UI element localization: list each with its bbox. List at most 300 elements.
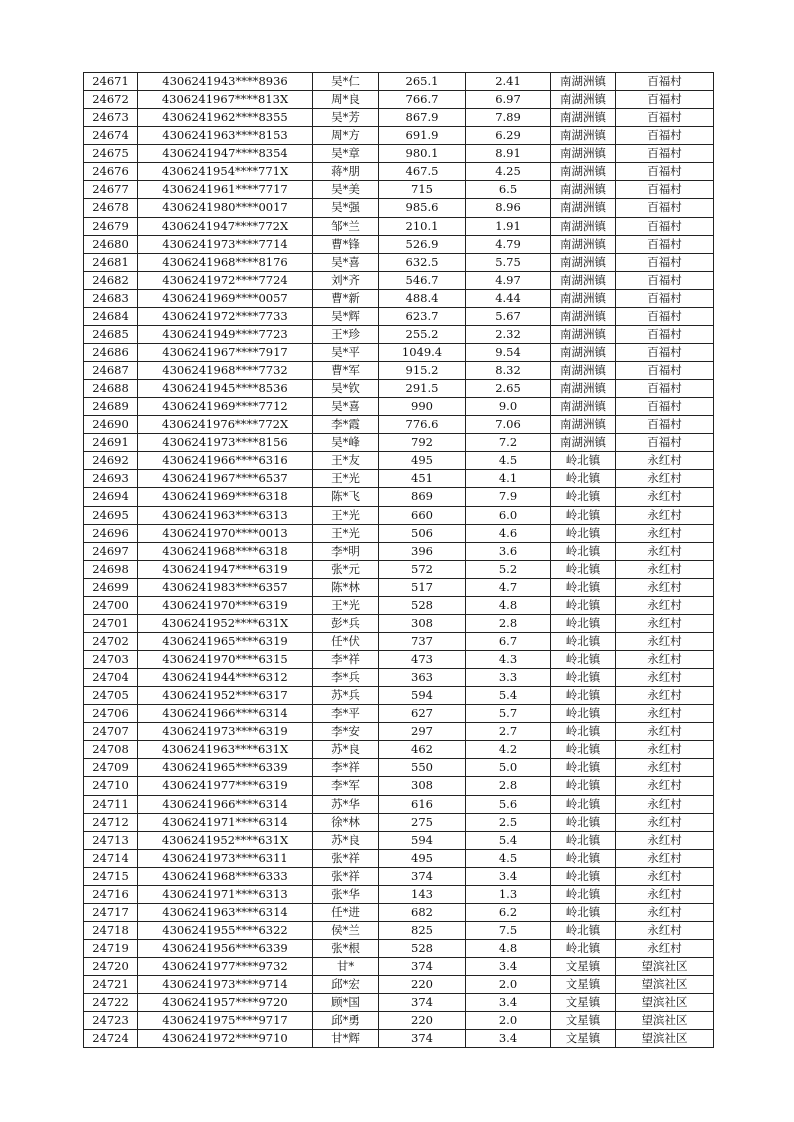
cell-row-number: 24680 <box>84 235 138 253</box>
cell-row-number: 24710 <box>84 777 138 795</box>
cell-value: 4.8 <box>466 596 551 614</box>
cell-village: 永红村 <box>616 940 714 958</box>
table-row <box>84 849 714 867</box>
cell-value: 3.6 <box>466 542 551 560</box>
cell-id-number: 4306241966****6314 <box>138 795 313 813</box>
cell-id-number: 4306241952****6317 <box>138 687 313 705</box>
cell-id-number: 4306241965****6339 <box>138 759 313 777</box>
cell-village: 百福村 <box>616 253 714 271</box>
cell-village: 永红村 <box>616 669 714 687</box>
cell-name: 甘* <box>313 958 379 976</box>
cell-id-number: 4306241947****8354 <box>138 145 313 163</box>
cell-name: 苏*兵 <box>313 687 379 705</box>
cell-row-number: 24701 <box>84 614 138 632</box>
cell-village: 永红村 <box>616 470 714 488</box>
cell-value: 7.5 <box>466 921 551 939</box>
cell-row-number: 24720 <box>84 958 138 976</box>
cell-village: 百福村 <box>616 362 714 380</box>
table-row <box>84 109 714 127</box>
cell-id-number: 4306241972****9710 <box>138 1030 313 1048</box>
cell-town: 岭北镇 <box>551 813 616 831</box>
cell-village: 永红村 <box>616 614 714 632</box>
cell-name: 刘*齐 <box>313 271 379 289</box>
cell-village: 永红村 <box>616 524 714 542</box>
table-row <box>84 741 714 759</box>
cell-id-number: 4306241972****7733 <box>138 307 313 325</box>
cell-id-number: 4306241949****7723 <box>138 325 313 343</box>
table-row <box>84 903 714 921</box>
cell-amount: 451 <box>379 470 466 488</box>
cell-row-number: 24714 <box>84 849 138 867</box>
cell-id-number: 4306241969****6318 <box>138 488 313 506</box>
table-row <box>84 867 714 885</box>
table-row <box>84 145 714 163</box>
cell-village: 永红村 <box>616 560 714 578</box>
table-row <box>84 669 714 687</box>
cell-town: 岭北镇 <box>551 777 616 795</box>
cell-name: 张*华 <box>313 885 379 903</box>
table-row <box>84 976 714 994</box>
cell-row-number: 24681 <box>84 253 138 271</box>
cell-row-number: 24689 <box>84 398 138 416</box>
cell-amount: 467.5 <box>379 163 466 181</box>
cell-id-number: 4306241961****7717 <box>138 181 313 199</box>
cell-town: 南湖洲镇 <box>551 253 616 271</box>
cell-row-number: 24719 <box>84 940 138 958</box>
cell-village: 永红村 <box>616 687 714 705</box>
cell-village: 永红村 <box>616 903 714 921</box>
cell-name: 吴*喜 <box>313 253 379 271</box>
cell-id-number: 4306241971****6313 <box>138 885 313 903</box>
table-row <box>84 759 714 777</box>
cell-name: 吴*喜 <box>313 398 379 416</box>
cell-value: 2.5 <box>466 813 551 831</box>
cell-id-number: 4306241980****0017 <box>138 199 313 217</box>
cell-town: 岭北镇 <box>551 741 616 759</box>
cell-row-number: 24700 <box>84 596 138 614</box>
table-row <box>84 307 714 325</box>
cell-name: 蒋*朋 <box>313 163 379 181</box>
table-row <box>84 127 714 145</box>
cell-amount: 1049.4 <box>379 343 466 361</box>
cell-row-number: 24695 <box>84 506 138 524</box>
cell-id-number: 4306241955****6322 <box>138 921 313 939</box>
cell-row-number: 24690 <box>84 416 138 434</box>
table-row <box>84 958 714 976</box>
cell-town: 岭北镇 <box>551 759 616 777</box>
cell-town: 岭北镇 <box>551 687 616 705</box>
cell-village: 百福村 <box>616 325 714 343</box>
cell-amount: 825 <box>379 921 466 939</box>
table-row <box>84 831 714 849</box>
cell-value: 5.0 <box>466 759 551 777</box>
cell-town: 岭北镇 <box>551 651 616 669</box>
cell-town: 岭北镇 <box>551 831 616 849</box>
cell-amount: 550 <box>379 759 466 777</box>
cell-row-number: 24679 <box>84 217 138 235</box>
cell-town: 南湖洲镇 <box>551 434 616 452</box>
cell-amount: 682 <box>379 903 466 921</box>
cell-name: 吴*仁 <box>313 73 379 91</box>
cell-amount: 374 <box>379 994 466 1012</box>
cell-amount: 715 <box>379 181 466 199</box>
table-row <box>84 73 714 91</box>
cell-town: 岭北镇 <box>551 795 616 813</box>
cell-value: 4.44 <box>466 289 551 307</box>
cell-value: 7.06 <box>466 416 551 434</box>
cell-value: 6.97 <box>466 91 551 109</box>
cell-town: 南湖洲镇 <box>551 325 616 343</box>
cell-value: 9.0 <box>466 398 551 416</box>
cell-village: 百福村 <box>616 145 714 163</box>
cell-id-number: 4306241968****7732 <box>138 362 313 380</box>
cell-row-number: 24697 <box>84 542 138 560</box>
cell-town: 南湖洲镇 <box>551 199 616 217</box>
cell-value: 5.67 <box>466 307 551 325</box>
cell-value: 7.2 <box>466 434 551 452</box>
cell-town: 南湖洲镇 <box>551 398 616 416</box>
cell-town: 南湖洲镇 <box>551 163 616 181</box>
cell-village: 百福村 <box>616 127 714 145</box>
cell-town: 岭北镇 <box>551 614 616 632</box>
cell-village: 永红村 <box>616 723 714 741</box>
cell-name: 李*祥 <box>313 759 379 777</box>
table-row <box>84 560 714 578</box>
cell-id-number: 4306241943****8936 <box>138 73 313 91</box>
cell-row-number: 24676 <box>84 163 138 181</box>
cell-amount: 691.9 <box>379 127 466 145</box>
cell-town: 南湖洲镇 <box>551 145 616 163</box>
cell-village: 永红村 <box>616 542 714 560</box>
cell-amount: 308 <box>379 614 466 632</box>
cell-village: 百福村 <box>616 398 714 416</box>
cell-value: 5.6 <box>466 795 551 813</box>
cell-id-number: 4306241963****8153 <box>138 127 313 145</box>
cell-town: 南湖洲镇 <box>551 362 616 380</box>
cell-amount: 623.7 <box>379 307 466 325</box>
table-row <box>84 940 714 958</box>
cell-amount: 776.6 <box>379 416 466 434</box>
cell-name: 吴*平 <box>313 343 379 361</box>
cell-value: 3.4 <box>466 1030 551 1048</box>
table-row <box>84 921 714 939</box>
cell-value: 4.79 <box>466 235 551 253</box>
cell-value: 9.54 <box>466 343 551 361</box>
cell-row-number: 24705 <box>84 687 138 705</box>
cell-village: 永红村 <box>616 741 714 759</box>
cell-row-number: 24682 <box>84 271 138 289</box>
cell-id-number: 4306241970****6315 <box>138 651 313 669</box>
cell-town: 岭北镇 <box>551 578 616 596</box>
cell-amount: 473 <box>379 651 466 669</box>
cell-name: 任*伏 <box>313 632 379 650</box>
cell-value: 2.8 <box>466 777 551 795</box>
cell-village: 百福村 <box>616 163 714 181</box>
cell-name: 吴*峰 <box>313 434 379 452</box>
table-row <box>84 253 714 271</box>
cell-town: 岭北镇 <box>551 867 616 885</box>
cell-value: 4.2 <box>466 741 551 759</box>
cell-id-number: 4306241952****631X <box>138 831 313 849</box>
cell-village: 永红村 <box>616 488 714 506</box>
cell-row-number: 24712 <box>84 813 138 831</box>
cell-name: 王*光 <box>313 596 379 614</box>
cell-amount: 291.5 <box>379 380 466 398</box>
cell-village: 永红村 <box>616 651 714 669</box>
cell-value: 5.2 <box>466 560 551 578</box>
cell-value: 1.3 <box>466 885 551 903</box>
cell-name: 吴*章 <box>313 145 379 163</box>
cell-name: 李*安 <box>313 723 379 741</box>
table-row <box>84 813 714 831</box>
cell-name: 王*光 <box>313 524 379 542</box>
cell-row-number: 24704 <box>84 669 138 687</box>
cell-village: 望滨社区 <box>616 1012 714 1030</box>
cell-name: 曹*锋 <box>313 235 379 253</box>
cell-town: 岭北镇 <box>551 632 616 650</box>
table-row <box>84 723 714 741</box>
cell-row-number: 24677 <box>84 181 138 199</box>
cell-town: 文星镇 <box>551 1012 616 1030</box>
cell-village: 望滨社区 <box>616 1030 714 1048</box>
cell-town: 南湖洲镇 <box>551 289 616 307</box>
table-row <box>84 199 714 217</box>
cell-village: 百福村 <box>616 235 714 253</box>
cell-name: 周*方 <box>313 127 379 145</box>
cell-town: 岭北镇 <box>551 669 616 687</box>
cell-value: 4.97 <box>466 271 551 289</box>
cell-amount: 990 <box>379 398 466 416</box>
cell-id-number: 4306241963****6314 <box>138 903 313 921</box>
cell-id-number: 4306241967****813X <box>138 91 313 109</box>
cell-row-number: 24703 <box>84 651 138 669</box>
cell-name: 吴*芳 <box>313 109 379 127</box>
cell-row-number: 24724 <box>84 1030 138 1048</box>
table-row <box>84 343 714 361</box>
cell-value: 6.5 <box>466 181 551 199</box>
table-row <box>84 705 714 723</box>
cell-town: 南湖洲镇 <box>551 307 616 325</box>
cell-row-number: 24688 <box>84 380 138 398</box>
cell-town: 岭北镇 <box>551 596 616 614</box>
table-row <box>84 885 714 903</box>
cell-id-number: 4306241944****6312 <box>138 669 313 687</box>
cell-value: 1.91 <box>466 217 551 235</box>
table-row <box>84 488 714 506</box>
cell-id-number: 4306241969****0057 <box>138 289 313 307</box>
cell-town: 文星镇 <box>551 958 616 976</box>
cell-row-number: 24675 <box>84 145 138 163</box>
cell-village: 百福村 <box>616 343 714 361</box>
cell-id-number: 4306241970****6319 <box>138 596 313 614</box>
cell-value: 4.5 <box>466 849 551 867</box>
cell-row-number: 24715 <box>84 867 138 885</box>
cell-value: 8.91 <box>466 145 551 163</box>
cell-village: 永红村 <box>616 506 714 524</box>
cell-id-number: 4306241973****6311 <box>138 849 313 867</box>
cell-village: 百福村 <box>616 199 714 217</box>
table-row <box>84 632 714 650</box>
cell-id-number: 4306241957****9720 <box>138 994 313 1012</box>
cell-name: 李*兵 <box>313 669 379 687</box>
cell-town: 文星镇 <box>551 1030 616 1048</box>
cell-id-number: 4306241971****6314 <box>138 813 313 831</box>
cell-village: 望滨社区 <box>616 976 714 994</box>
cell-town: 南湖洲镇 <box>551 380 616 398</box>
table-row <box>84 362 714 380</box>
cell-town: 岭北镇 <box>551 452 616 470</box>
cell-row-number: 24708 <box>84 741 138 759</box>
cell-value: 3.4 <box>466 867 551 885</box>
cell-town: 南湖洲镇 <box>551 109 616 127</box>
cell-row-number: 24693 <box>84 470 138 488</box>
cell-value: 3.3 <box>466 669 551 687</box>
cell-row-number: 24672 <box>84 91 138 109</box>
cell-village: 永红村 <box>616 867 714 885</box>
cell-value: 6.2 <box>466 903 551 921</box>
cell-town: 岭北镇 <box>551 723 616 741</box>
cell-id-number: 4306241969****7712 <box>138 398 313 416</box>
cell-name: 吴*强 <box>313 199 379 217</box>
cell-amount: 374 <box>379 867 466 885</box>
cell-name: 王*友 <box>313 452 379 470</box>
cell-town: 文星镇 <box>551 994 616 1012</box>
cell-name: 苏*华 <box>313 795 379 813</box>
cell-row-number: 24721 <box>84 976 138 994</box>
table-row <box>84 271 714 289</box>
cell-town: 岭北镇 <box>551 542 616 560</box>
cell-name: 苏*良 <box>313 741 379 759</box>
cell-amount: 528 <box>379 940 466 958</box>
cell-town: 岭北镇 <box>551 506 616 524</box>
cell-value: 4.5 <box>466 452 551 470</box>
cell-name: 王*光 <box>313 470 379 488</box>
cell-name: 王*光 <box>313 506 379 524</box>
cell-town: 南湖洲镇 <box>551 73 616 91</box>
cell-amount: 594 <box>379 831 466 849</box>
cell-amount: 462 <box>379 741 466 759</box>
cell-id-number: 4306241954****771X <box>138 163 313 181</box>
cell-amount: 869 <box>379 488 466 506</box>
cell-amount: 143 <box>379 885 466 903</box>
cell-amount: 363 <box>379 669 466 687</box>
cell-name: 甘*辉 <box>313 1030 379 1048</box>
cell-row-number: 24673 <box>84 109 138 127</box>
cell-value: 2.8 <box>466 614 551 632</box>
table-row <box>84 398 714 416</box>
cell-amount: 980.1 <box>379 145 466 163</box>
cell-town: 岭北镇 <box>551 560 616 578</box>
table-row <box>84 91 714 109</box>
cell-town: 南湖洲镇 <box>551 416 616 434</box>
cell-town: 岭北镇 <box>551 921 616 939</box>
cell-name: 周*良 <box>313 91 379 109</box>
cell-value: 5.7 <box>466 705 551 723</box>
cell-row-number: 24723 <box>84 1012 138 1030</box>
table-row <box>84 181 714 199</box>
table-row <box>84 217 714 235</box>
cell-id-number: 4306241972****7724 <box>138 271 313 289</box>
cell-town: 岭北镇 <box>551 705 616 723</box>
cell-village: 永红村 <box>616 921 714 939</box>
cell-row-number: 24694 <box>84 488 138 506</box>
cell-value: 2.32 <box>466 325 551 343</box>
cell-name: 陈*飞 <box>313 488 379 506</box>
cell-name: 曹*新 <box>313 289 379 307</box>
cell-village: 永红村 <box>616 885 714 903</box>
cell-village: 永红村 <box>616 452 714 470</box>
cell-id-number: 4306241973****8156 <box>138 434 313 452</box>
cell-id-number: 4306241947****772X <box>138 217 313 235</box>
cell-id-number: 4306241947****6319 <box>138 560 313 578</box>
cell-amount: 220 <box>379 1012 466 1030</box>
cell-village: 永红村 <box>616 632 714 650</box>
cell-name: 邹*兰 <box>313 217 379 235</box>
cell-row-number: 24692 <box>84 452 138 470</box>
cell-amount: 528 <box>379 596 466 614</box>
cell-amount: 737 <box>379 632 466 650</box>
cell-name: 任*进 <box>313 903 379 921</box>
cell-name: 李*霞 <box>313 416 379 434</box>
table-row <box>84 235 714 253</box>
cell-row-number: 24707 <box>84 723 138 741</box>
cell-village: 永红村 <box>616 578 714 596</box>
cell-village: 望滨社区 <box>616 994 714 1012</box>
table-row <box>84 578 714 596</box>
cell-id-number: 4306241963****631X <box>138 741 313 759</box>
cell-town: 岭北镇 <box>551 488 616 506</box>
cell-row-number: 24717 <box>84 903 138 921</box>
cell-town: 南湖洲镇 <box>551 271 616 289</box>
cell-id-number: 4306241965****6319 <box>138 632 313 650</box>
cell-amount: 255.2 <box>379 325 466 343</box>
table-row <box>84 687 714 705</box>
cell-row-number: 24696 <box>84 524 138 542</box>
cell-value: 2.7 <box>466 723 551 741</box>
cell-amount: 766.7 <box>379 91 466 109</box>
cell-id-number: 4306241977****6319 <box>138 777 313 795</box>
cell-value: 2.41 <box>466 73 551 91</box>
cell-village: 百福村 <box>616 307 714 325</box>
table-row <box>84 795 714 813</box>
cell-amount: 915.2 <box>379 362 466 380</box>
cell-id-number: 4306241977****9732 <box>138 958 313 976</box>
cell-value: 5.4 <box>466 687 551 705</box>
cell-amount: 660 <box>379 506 466 524</box>
cell-row-number: 24687 <box>84 362 138 380</box>
cell-town: 岭北镇 <box>551 524 616 542</box>
table-row <box>84 452 714 470</box>
cell-amount: 275 <box>379 813 466 831</box>
cell-row-number: 24713 <box>84 831 138 849</box>
cell-id-number: 4306241975****9717 <box>138 1012 313 1030</box>
cell-value: 4.25 <box>466 163 551 181</box>
cell-amount: 265.1 <box>379 73 466 91</box>
cell-id-number: 4306241967****6537 <box>138 470 313 488</box>
cell-town: 岭北镇 <box>551 849 616 867</box>
table-row <box>84 1030 714 1048</box>
cell-value: 3.4 <box>466 958 551 976</box>
cell-town: 岭北镇 <box>551 885 616 903</box>
cell-village: 百福村 <box>616 73 714 91</box>
cell-amount: 616 <box>379 795 466 813</box>
cell-village: 永红村 <box>616 849 714 867</box>
cell-amount: 488.4 <box>379 289 466 307</box>
cell-village: 永红村 <box>616 759 714 777</box>
table-row <box>84 416 714 434</box>
table-row <box>84 1012 714 1030</box>
cell-name: 顾*国 <box>313 994 379 1012</box>
